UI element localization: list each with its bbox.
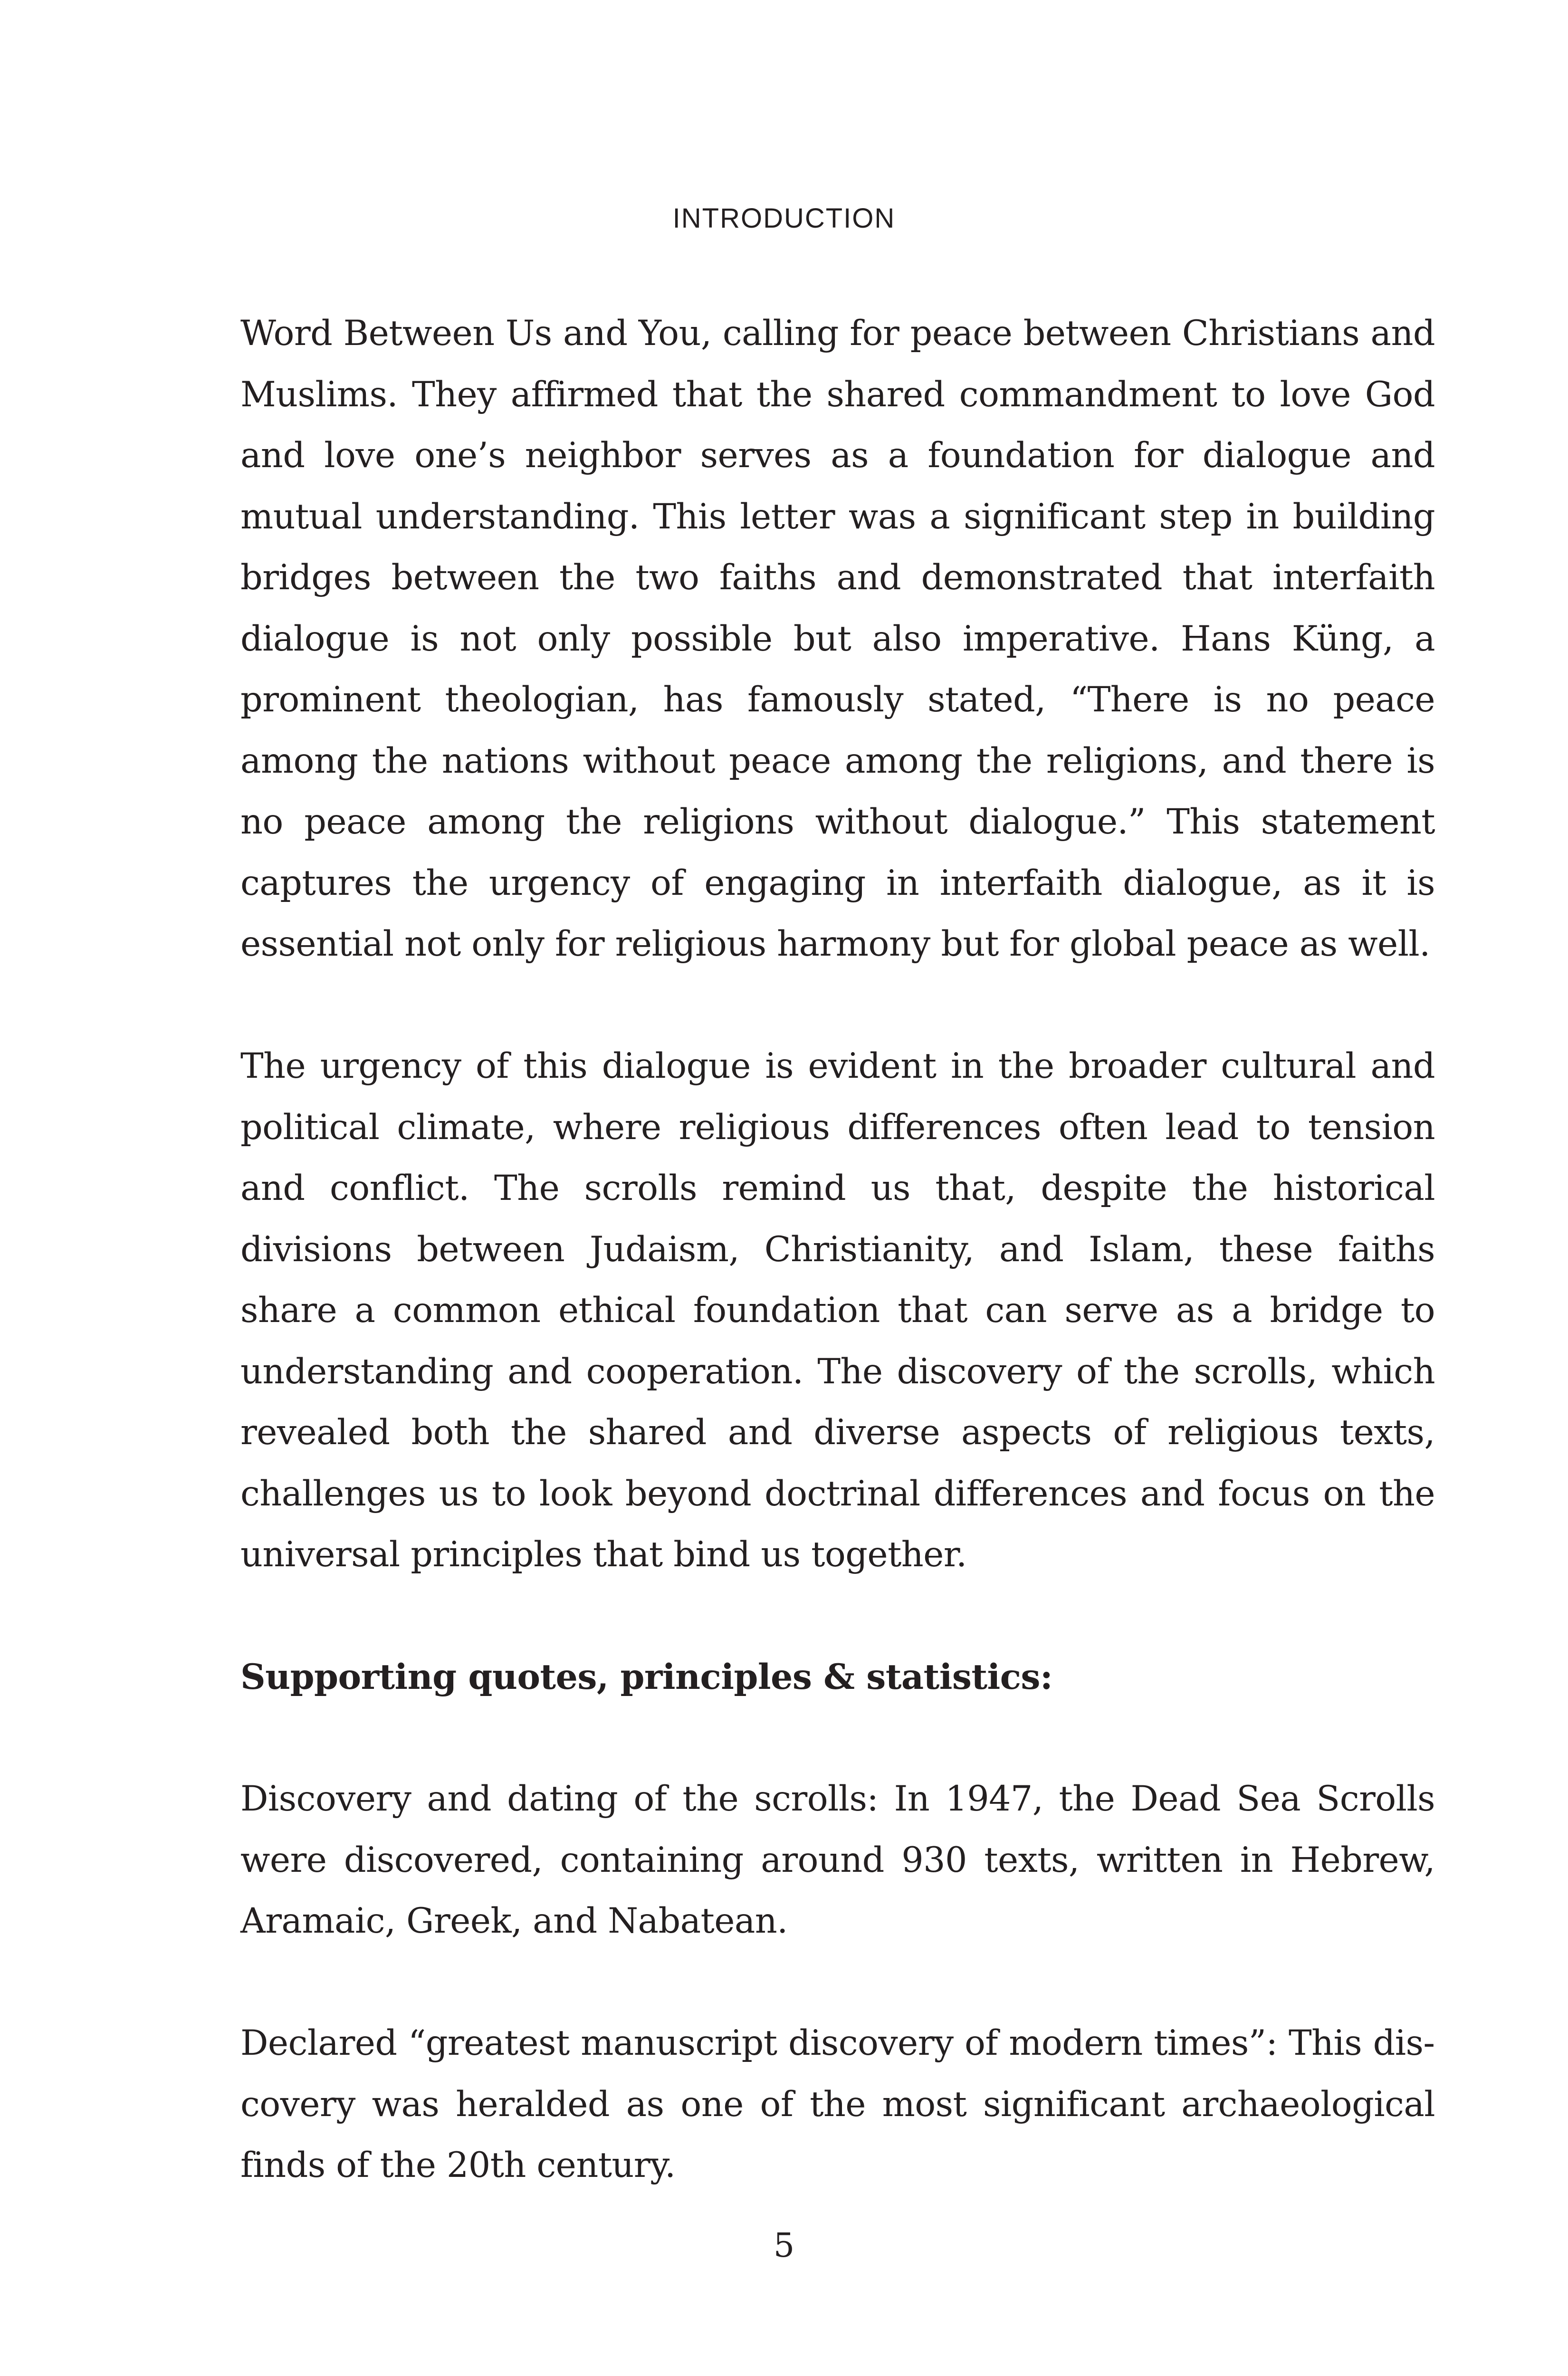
section-heading: Supporting quotes, principles & statistics: [240, 1657, 1053, 1697]
page-number: 5 [773, 2226, 795, 2265]
running-head: INTRODUCTION [672, 203, 896, 234]
body-text [240, 303, 1435, 2257]
paragraph-3: Discovery and dating of the scrolls: In 1947, the Dead Sea Scrolls were discovered, containing around 930 texts, written in Hebrew, Aramaic, Greek, and Nabatean. [240, 1779, 1435, 1941]
paragraph-1: Word Between Us and You, calling for peace between Christians and Muslims. They affirmed that the shared commandment to love God and love one’s neighbor serves as a foundation for dialogue and mutual understanding. This letter was a significant step in building bridges between the two faiths and demonstrated that interfaith dialogue is not only possible but also imperative. Hans Küng, a prominent theologian, has famously stated, “There is no peace among the nations without peace among the religions, and there is no peace among the religions without dialogue.” This statement captures the urgency of engaging in interfaith dialogue, as it is essential not only for religious harmony but for global peace as well. [240, 313, 1435, 964]
paragraph-2: The urgency of this dialogue is evident in the broader cultural and political climate, where religious differences often lead to tension and conflict. The scrolls remind us that, despite the historical divisions between Judaism, Christianity, and Islam, these faiths share a common ethical foundation that can serve as a bridge to understanding and cooperation. The discovery of the scrolls, which revealed both the shared and diverse aspects of religious texts, challenges us to look beyond doctrinal differences and focus on the universal principles that bind us together. [240, 1046, 1435, 1575]
paragraph-4: Declared “greatest manuscript discovery of modern times”: This discovery was heralded as one of the most significant archaeological finds of the 20th century. [240, 2023, 1435, 2185]
